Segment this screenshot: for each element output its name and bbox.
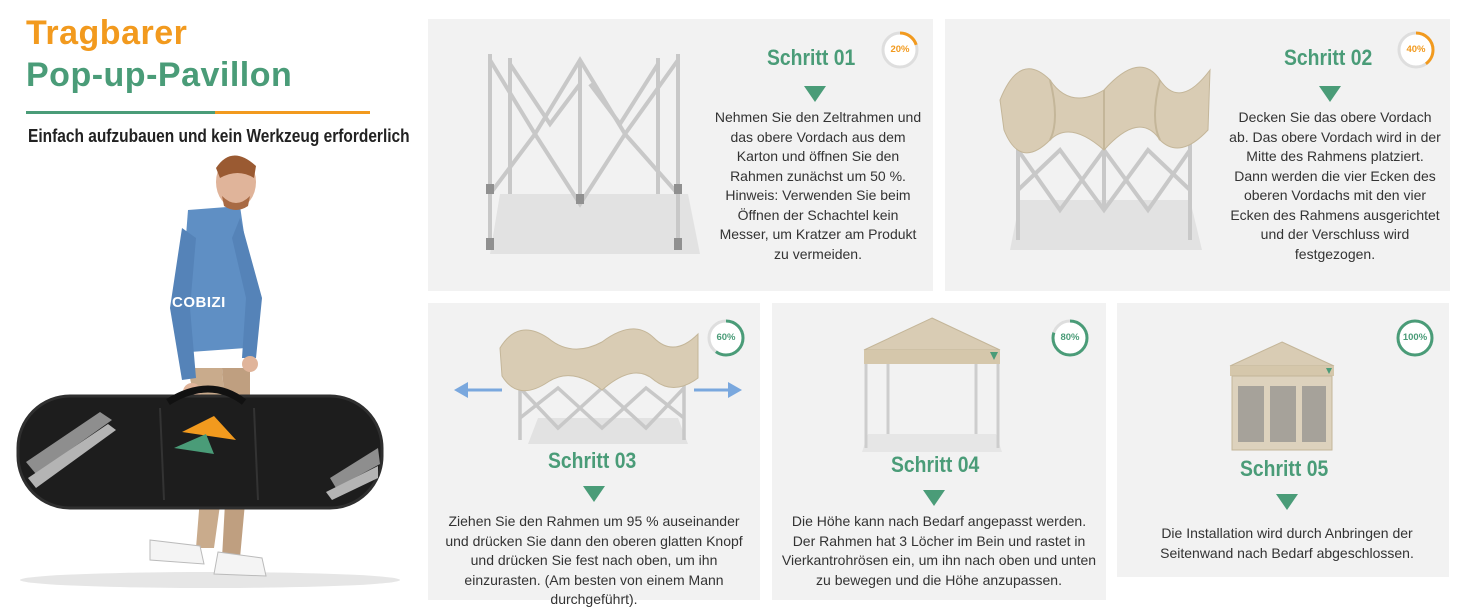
step4-progress-label: 80% [1060,332,1080,343]
step1-description: Nehmen Sie den Zeltrahmen und das obere Vordach aus dem Karton und öffnen Sie den Rahmen zunächst um 50 %. Hinweis: Verwenden Sie beim Öffnen der Schachtel kein Messer, um Kratzer am Produkt zu vermeiden. [714,109,922,262]
step5-description: Die Installation wird durch Anbringen der Seitenwand nach Bedarf abgeschlossen. [1160,525,1414,561]
step3-progress-label: 60% [716,332,736,343]
step5-progress-badge [1395,318,1435,358]
step1-frame-image [470,44,720,264]
step2-description: Decken Sie das obere Vordach ab. Das obere Vordach wird in der Mitte des Rahmens platziert. Dann werden die vier Ecken des oberen Vordachs mit den vier Ecken des Rahmens ausgerichtet und der Verschluss wird festgezogen. [1229,109,1441,262]
step1-title: Schritt 01 [767,45,856,70]
step2-canopy-image [990,40,1220,260]
step2-title: Schritt 02 [1284,45,1373,70]
step3-description: Ziehen Sie den Rahmen um 95 % auseinander und drücken Sie dann den oberen glatten Knopf und drücken Sie fest nach oben, um ihn einzurasten. (Am besten von einem Mann durchgeführt). [445,513,743,607]
step1-progress-label: 20% [890,44,910,55]
title-divider [26,111,370,114]
step1-progress-badge [880,30,920,70]
title-line1: Tragbarer [26,14,188,52]
step4-title: Schritt 04 [891,452,980,477]
step4-tent-image [852,314,1012,454]
subtitle: Einfach aufzubauen und kein Werkzeug erforderlich [28,126,410,146]
step4-arrow-icon [923,490,945,506]
step5-sidewall-tent-image [1222,338,1342,456]
step1-arrow-icon [804,86,826,102]
step4-description: Die Höhe kann nach Bedarf angepasst werden. Der Rahmen hat 3 Löcher im Bein und rastet in Vierkantrohrösen ein, um ihn nach oben und unten zu bewegen und die Höhe anzupassen. [781,513,1097,588]
title-line2: Pop-up-Pavillon [26,56,293,94]
step2-arrow-icon [1319,86,1341,102]
person-with-bag-image [0,148,420,600]
step2-progress-badge [1396,30,1436,70]
step3-extend-image [448,318,748,448]
step5-arrow-icon [1276,494,1298,510]
step4-progress-badge [1050,318,1090,358]
step3-title: Schritt 03 [548,448,637,473]
step5-title: Schritt 05 [1240,456,1329,481]
step3-arrow-icon [583,486,605,502]
step5-progress-label: 100% [1402,332,1428,343]
step3-progress-badge [706,318,746,358]
brand-logo: COBIZI [172,294,226,311]
step2-progress-label: 40% [1406,44,1426,55]
